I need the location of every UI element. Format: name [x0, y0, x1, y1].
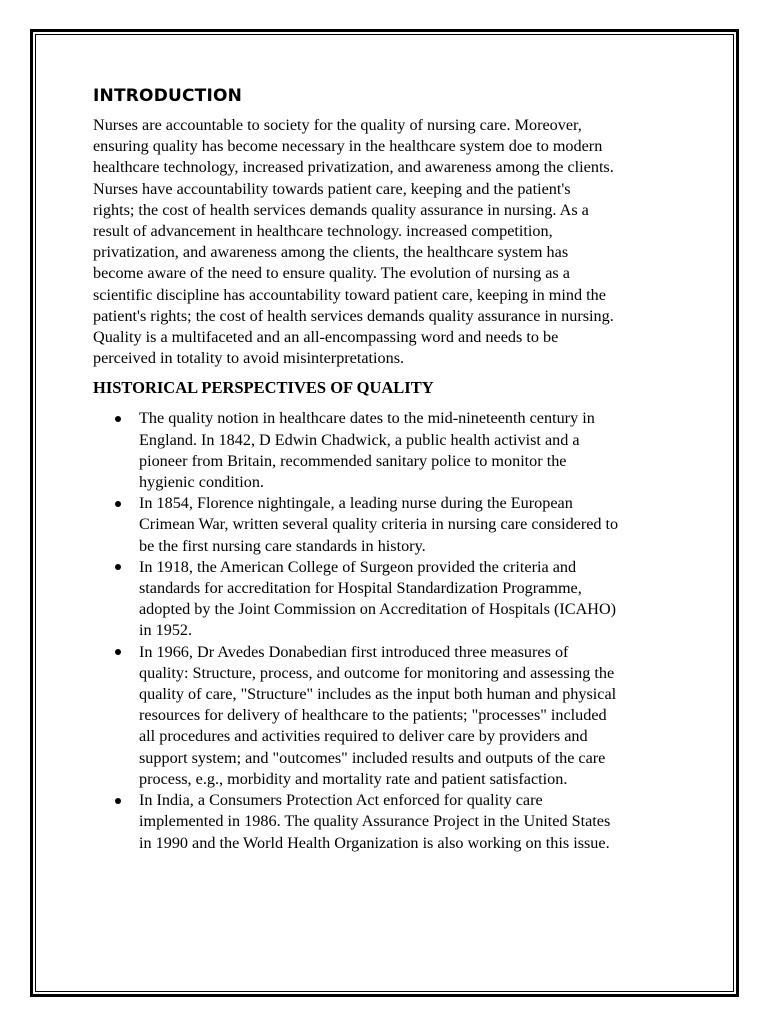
paragraph-line: patient's rights; the cost of health services demands quality assurance in nursing. [93, 306, 614, 325]
paragraph-line: ensuring quality has become necessary in the healthcare system doe to modern [93, 137, 603, 156]
bullet-line: England. In 1842, D Edwin Chadwick, a public health activist and a [139, 430, 580, 449]
bullet-line: standards for accreditation for Hospital Standardization Programme, [139, 579, 582, 598]
bullet-line: In 1918, the American College of Surgeon provided the criteria and [139, 557, 577, 576]
bullet-line: In 1854, Florence nightingale, a leading nurse during the European [139, 494, 573, 513]
historical-bullet-list [93, 408, 683, 853]
paragraph-line: perceived in totality to avoid misinterpretations. [93, 349, 405, 368]
historical-heading: HISTORICAL PERSPECTIVES OF QUALITY [93, 378, 434, 398]
bullet-line: all procedures and activities required to deliver care by providers and [139, 727, 588, 746]
paragraph-line: healthcare technology, increased privatization, and awareness among the clients. [93, 158, 614, 177]
paragraph-line: Nurses have accountability towards patient care, keeping and the patient's [93, 179, 571, 198]
bullet-icon [115, 798, 121, 804]
paragraph-line: Quality is a multifaceted and an all-encompassing word and needs to be [93, 328, 559, 347]
bullet-item [93, 557, 683, 642]
bullet-line: pioneer from Britain, recommended sanitary police to monitor the [139, 451, 567, 470]
paragraph-line: result of advancement in healthcare technology. increased competition, [93, 222, 553, 241]
paragraph-line: privatization, and awareness among the clients, the healthcare system has [93, 243, 569, 262]
paragraph-line: Nurses are accountable to society for the quality of nursing care. Moreover, [93, 116, 582, 134]
bullet-line: hygienic condition. [139, 473, 264, 492]
bullet-item [93, 408, 683, 493]
introduction-paragraph [93, 115, 683, 369]
introduction-heading: INTRODUCTION [93, 86, 243, 106]
bullet-icon [115, 564, 121, 570]
bullet-line: in 1952. [139, 621, 193, 640]
bullet-line: quality: Structure, process, and outcome for monitoring and assessing the [139, 663, 615, 682]
document-content [93, 84, 683, 854]
bullet-icon [115, 416, 121, 422]
bullet-item [93, 493, 683, 557]
paragraph-line: rights; the cost of health services demands quality assurance in nursing. As a [93, 200, 589, 219]
bullet-icon [115, 501, 121, 507]
bullet-line: The quality notion in healthcare dates to the mid-nineteenth century in [139, 409, 595, 428]
bullet-icon [115, 649, 121, 655]
paragraph-line: become aware of the need to ensure quality. The evolution of nursing as a [93, 264, 570, 283]
bullet-line: support system; and "outcomes" included results and outputs of the care [139, 748, 606, 767]
bullet-line: in 1990 and the World Health Organization is also working on this issue. [139, 833, 610, 852]
paragraph-line: scientific discipline has accountability toward patient care, keeping in mind the [93, 285, 606, 304]
bullet-item [93, 790, 683, 854]
bullet-line: implemented in 1986. The quality Assurance Project in the United States [139, 812, 611, 831]
bullet-line: In 1966, Dr Avedes Donabedian first introduced three measures of [139, 642, 569, 661]
bullet-line: quality of care, "Structure" includes as the input both human and physical [139, 685, 617, 704]
bullet-line: process, e.g., morbidity and mortality rate and patient satisfaction. [139, 769, 568, 788]
bullet-line: be the first nursing care standards in history. [139, 536, 426, 555]
bullet-line: adopted by the Joint Commission on Accreditation of Hospitals (ICAHO) [139, 600, 617, 619]
bullet-line: Crimean War, written several quality criteria in nursing care considered to [139, 515, 619, 534]
bullet-line: In India, a Consumers Protection Act enforced for quality care [139, 791, 543, 810]
bullet-line: resources for delivery of healthcare to the patients; "processes" included [139, 706, 607, 725]
bullet-item [93, 642, 683, 790]
